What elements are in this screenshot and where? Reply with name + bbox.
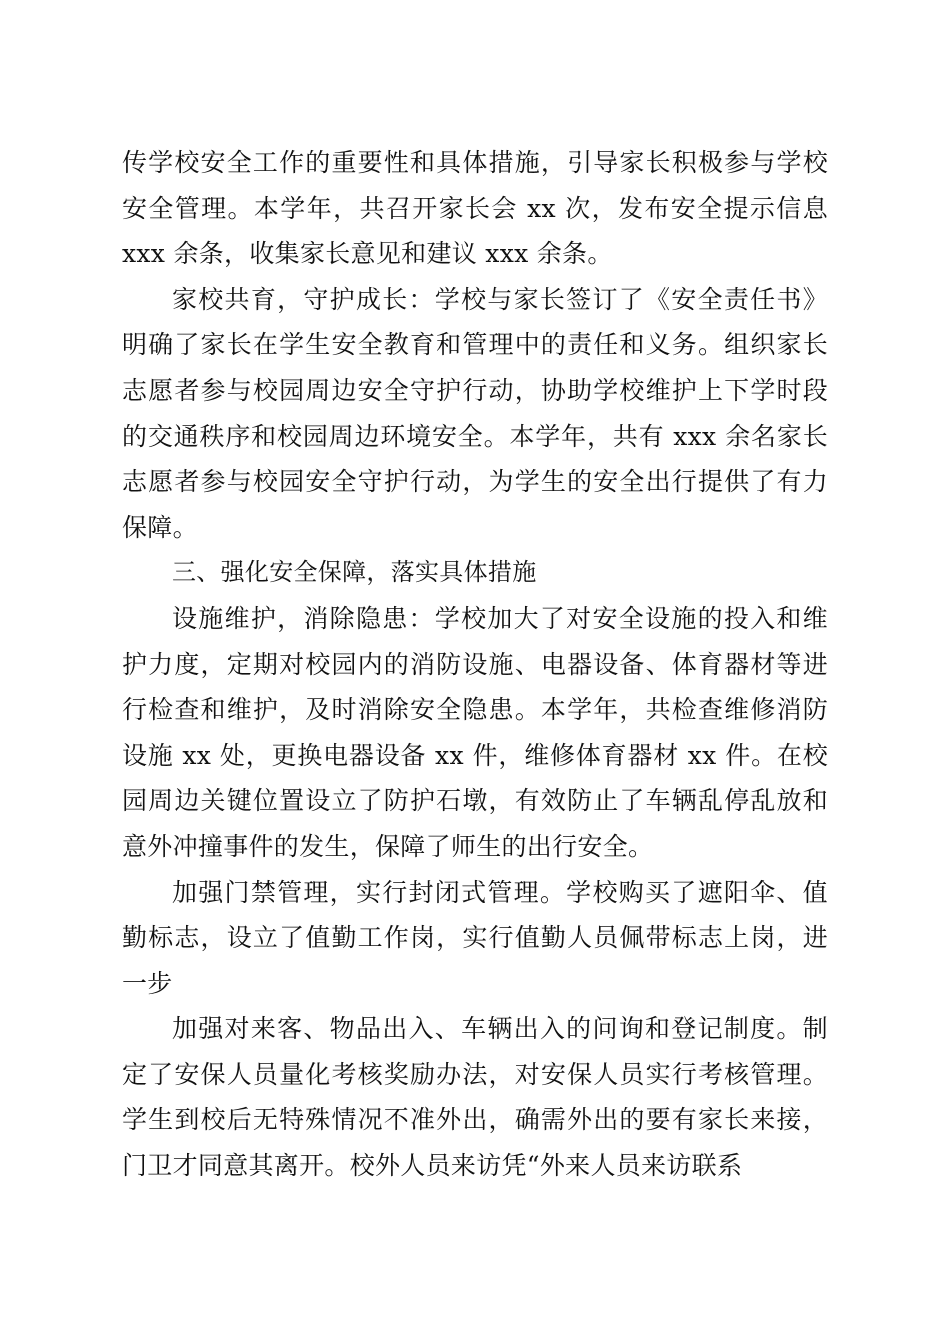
paragraph-visitor-registration: 加强对来客、物品出入、车辆出入的问询和登记制度。制定了安保人员量化考核奖励办法，对安保人员实行考核管理。学生到校后无特殊情况不准外出，确需外出的要有家长来接，门卫才同意其离开。校外人员来访凭“外来人员来访联系 — [122, 1014, 828, 1181]
document-page — [122, 140, 828, 1189]
paragraph-access-control: 加强门禁管理，实行封闭式管理。学校购买了遮阳伞、值勤标志，设立了值勤工作岗，实行值勤人员佩带标志上岗，进一步 — [122, 877, 828, 998]
section-heading-safety-measures: 三、强化安全保障，落实具体措施 — [172, 558, 537, 587]
paragraph-home-school-coeducation: 家校共育，守护成长：学校与家长签订了《安全责任书》明确了家长在学生安全教育和管理中的责任和义务。组织家长志愿者参与校园周边安全守护行动，协助学校维护上下学时段的交通秩序和校园周边环境安全。本学年，共有 xxx 余名家长志愿者参与校园安全守护行动，为学生的安全出行提供了有力保障。 — [122, 284, 828, 542]
paragraph-facility-maintenance: 设施维护，消除隐患：学校加大了对安全设施的投入和维护力度，定期对校园内的消防设施、电器设备、体育器材等进行检查和维护，及时消除安全隐患。本学年，共检查维修消防设施 xx 处，更换电器设备 xx 件，维修体育器材 xx 件。在校园周边关键位置设立了防护石墩，有效防止了车辆乱停乱放和意外冲撞事件的发生，保障了师生的出行安全。 — [122, 603, 828, 861]
paragraph-home-school-communication: 传学校安全工作的重要性和具体措施，引导家长积极参与学校安全管理。本学年，共召开家长会 xx 次，发布安全提示信息 xxx 余条，收集家长意见和建议 xxx 余条。 — [122, 148, 828, 269]
